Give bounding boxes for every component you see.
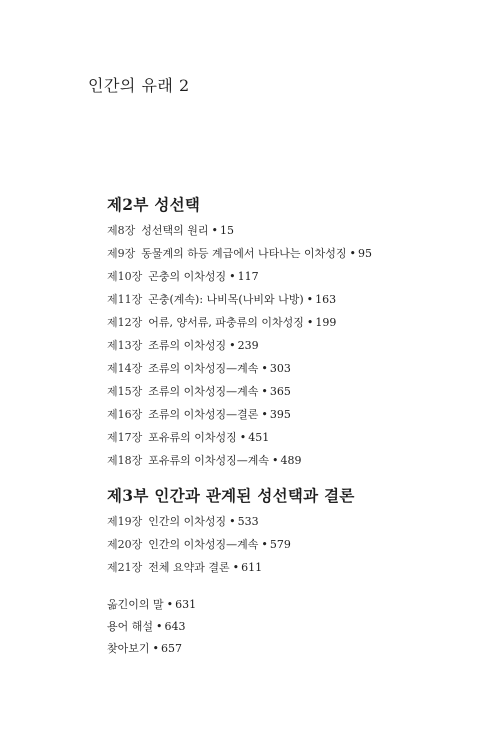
chapter-number: 제9장 [107, 247, 136, 260]
page-number: 239 [237, 339, 259, 352]
back-matter-list [107, 597, 196, 663]
toc-entry[interactable] [107, 453, 487, 476]
chapter-number: 제20장 [107, 538, 143, 551]
chapter-title: 동물계의 하등 계급에서 나타나는 이차성징 [141, 247, 347, 260]
toc-entry[interactable] [107, 560, 487, 583]
chapter-number: 제8장 [107, 224, 136, 237]
chapter-title: 포유류의 이차성징 [148, 431, 237, 444]
chapter-title: 조류의 이차성징—계속 [148, 362, 259, 375]
part-3-section [107, 485, 487, 583]
chapter-title: 조류의 이차성징 [148, 339, 227, 352]
page-number: 611 [241, 561, 263, 574]
bullet-separator: • [261, 538, 268, 551]
chapter-number: 제17장 [107, 431, 143, 444]
chapter-title: 성선택의 원리 [141, 224, 209, 237]
part-3-chapter-list [107, 514, 487, 583]
toc-entry-translator-note[interactable] [107, 597, 196, 619]
chapter-title: 인간의 이차성징—계속 [148, 538, 259, 551]
page-number: 365 [269, 385, 291, 398]
part-2-heading: 제2부 성선택 [107, 195, 201, 214]
bullet-separator: • [306, 293, 314, 306]
toc-entry-index[interactable] [107, 641, 196, 663]
chapter-title: 인간의 이차성징 [148, 515, 227, 528]
entry-title: 찾아보기 [107, 642, 150, 655]
toc-entry[interactable] [107, 292, 487, 315]
toc-entry[interactable] [107, 514, 487, 537]
toc-entry[interactable] [107, 430, 487, 453]
toc-entry[interactable] [107, 269, 487, 292]
chapter-number: 제14장 [107, 362, 143, 375]
bullet-separator: • [349, 247, 357, 260]
chapter-number: 제21장 [107, 561, 143, 574]
bullet-separator: • [272, 454, 279, 467]
bullet-separator: • [229, 270, 236, 283]
bullet-separator: • [229, 515, 236, 528]
toc-entry[interactable] [107, 537, 487, 560]
chapter-number: 제15장 [107, 385, 143, 398]
chapter-number: 제13장 [107, 339, 143, 352]
toc-entry[interactable] [107, 315, 487, 338]
chapter-title: 조류의 이차성징—결론 [148, 408, 259, 421]
page-number: 451 [248, 431, 270, 444]
page-number: 199 [315, 316, 337, 329]
bullet-separator: • [156, 620, 163, 633]
page-number: 631 [175, 598, 197, 611]
page-number: 579 [269, 538, 291, 551]
page-number: 657 [161, 642, 183, 655]
bullet-separator: • [261, 362, 268, 375]
page-number: 95 [358, 247, 373, 260]
chapter-title: 포유류의 이차성징—계속 [148, 454, 270, 467]
chapter-number: 제18장 [107, 454, 143, 467]
part-3-heading: 제3부 인간과 관계된 성선택과 결론 [107, 486, 355, 505]
part-2-section [107, 194, 487, 476]
page-number: 117 [237, 270, 259, 283]
chapter-title: 곤충(계속): 나비목(나비와 나방) [148, 293, 304, 306]
bullet-separator: • [232, 561, 240, 574]
chapter-title: 전체 요약과 결론 [148, 561, 230, 574]
toc-entry-glossary[interactable] [107, 619, 196, 641]
chapter-title: 어류, 양서류, 파충류의 이차성징 [148, 316, 304, 329]
page-number: 489 [280, 454, 302, 467]
chapter-title: 조류의 이차성징—계속 [148, 385, 259, 398]
toc-entry[interactable] [107, 338, 487, 361]
page-number: 15 [220, 224, 235, 237]
toc-entry[interactable] [107, 361, 487, 384]
entry-title: 용어 해설 [107, 620, 154, 633]
toc-entry[interactable] [107, 223, 487, 246]
toc-entry[interactable] [107, 384, 487, 407]
chapter-number: 제19장 [107, 515, 143, 528]
page-number: 533 [237, 515, 259, 528]
entry-title: 옮긴이의 말 [107, 598, 164, 611]
chapter-number: 제12장 [107, 316, 143, 329]
page-number: 163 [315, 293, 337, 306]
book-title: 인간의 유래 2 [88, 76, 190, 95]
bullet-separator: • [211, 224, 219, 237]
chapter-number: 제11장 [107, 293, 143, 306]
bullet-separator: • [306, 316, 314, 329]
toc-entry[interactable] [107, 407, 487, 430]
bullet-separator: • [239, 431, 247, 444]
bullet-separator: • [261, 385, 268, 398]
chapter-title: 곤충의 이차성징 [148, 270, 227, 283]
chapter-number: 제10장 [107, 270, 143, 283]
bullet-separator: • [261, 408, 268, 421]
chapter-number: 제16장 [107, 408, 143, 421]
page-number: 395 [269, 408, 291, 421]
bullet-separator: • [152, 642, 160, 655]
bullet-separator: • [166, 598, 174, 611]
toc-entry[interactable] [107, 246, 487, 269]
page-number: 303 [269, 362, 291, 375]
page-number: 643 [164, 620, 186, 633]
bullet-separator: • [229, 339, 236, 352]
part-2-chapter-list [107, 223, 487, 476]
